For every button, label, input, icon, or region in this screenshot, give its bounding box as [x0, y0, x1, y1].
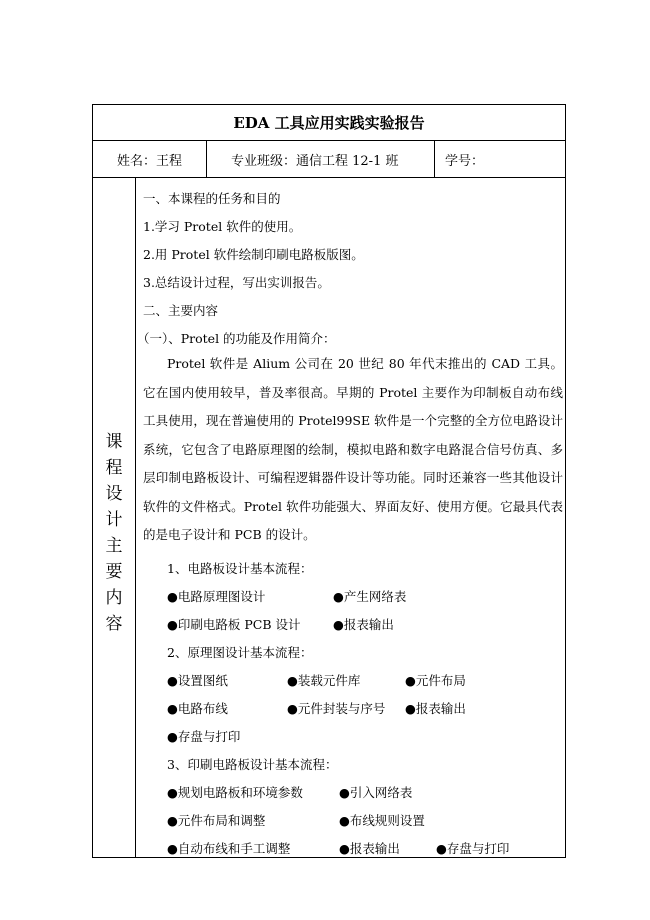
intro-paragraph: Protel 软件是 Alium 公司在 20 世纪 80 年代末推出的 CAD 工具。它在国内使用较早，普及率很高。早期的 Protel 主要作为印制板自动布线工具使用，现在普遍使用的 Protel99SE 软件是一个完整的全方位电路设计系统，它包含了电路原理图的绘制，模拟电路和数字电路混合信号仿真、多层印制电路板设计、可编程逻辑器件设计等功能。同时还兼容一些其他设计软件的文件格式。Protel 软件功能强大、界面友好、使用方便。它最具代表的是电子设计和 PCB 的设计。	[143, 356, 563, 542]
student-id-cell: 学号：	[445, 153, 485, 169]
flow-item: ●电路布线	[167, 701, 228, 716]
list-item: 2.用 Protel 软件绘制印刷电路板版图。	[143, 247, 364, 262]
name-cell: 姓名：王程	[93, 141, 207, 177]
section-heading: 一、本课程的任务和目的	[143, 191, 281, 206]
flow-heading: 2、原理图设计基本流程：	[167, 645, 313, 660]
report-table	[92, 104, 566, 858]
flow-item: ●规划电路板和环境参数	[167, 785, 303, 800]
flow-item: ●存盘与打印	[436, 841, 510, 856]
flow-item: ●报表输出	[339, 841, 400, 856]
side-char: 容	[105, 614, 123, 634]
side-char: 计	[105, 510, 123, 530]
side-label	[93, 429, 135, 637]
flow-item: ●产生网络表	[333, 589, 407, 604]
flow-heading: 1、电路板设计基本流程：	[167, 561, 313, 576]
major-class-cell: 专业班级：通信工程 12-1 班	[207, 141, 435, 177]
flow-item: ●元件布局	[405, 673, 466, 688]
flow-item: ●存盘与打印	[167, 729, 241, 744]
side-char: 课	[105, 432, 123, 452]
info-row	[93, 141, 565, 178]
side-char: 程	[105, 458, 123, 478]
list-item: 1.学习 Protel 软件的使用。	[143, 219, 302, 234]
flow-item: ●装载元件库	[287, 673, 361, 688]
side-char: 内	[105, 588, 123, 608]
flow-item: ●报表输出	[333, 617, 394, 632]
flow-item: ●布线规则设置	[339, 813, 425, 828]
flow-item: ●元件封装与序号	[287, 701, 386, 716]
flow-item: ●报表输出	[405, 701, 466, 716]
section-heading: 二、主要内容	[143, 303, 219, 318]
side-char: 要	[105, 562, 123, 582]
flow-item: ●自动布线和手工调整	[167, 841, 291, 856]
side-char: 主	[105, 536, 123, 556]
flow-item: ●设置图纸	[167, 673, 228, 688]
side-char: 设	[105, 484, 123, 504]
flow-heading: 3、印刷电路板设计基本流程：	[167, 757, 338, 772]
flow-item: ●电路原理图设计	[167, 589, 266, 604]
subsection-heading: （一）、Protel 的功能及作用简介：	[137, 331, 336, 346]
side-label-column	[93, 177, 136, 857]
flow-item: ●印刷电路板 PCB 设计	[167, 617, 301, 632]
flow-item: ●元件布局和调整	[167, 813, 266, 828]
list-item: 3.总结设计过程，写出实训报告。	[143, 275, 330, 290]
flow-item: ●引入网络表	[339, 785, 413, 800]
report-title: EDA 工具应用实践实验报告	[93, 105, 565, 141]
